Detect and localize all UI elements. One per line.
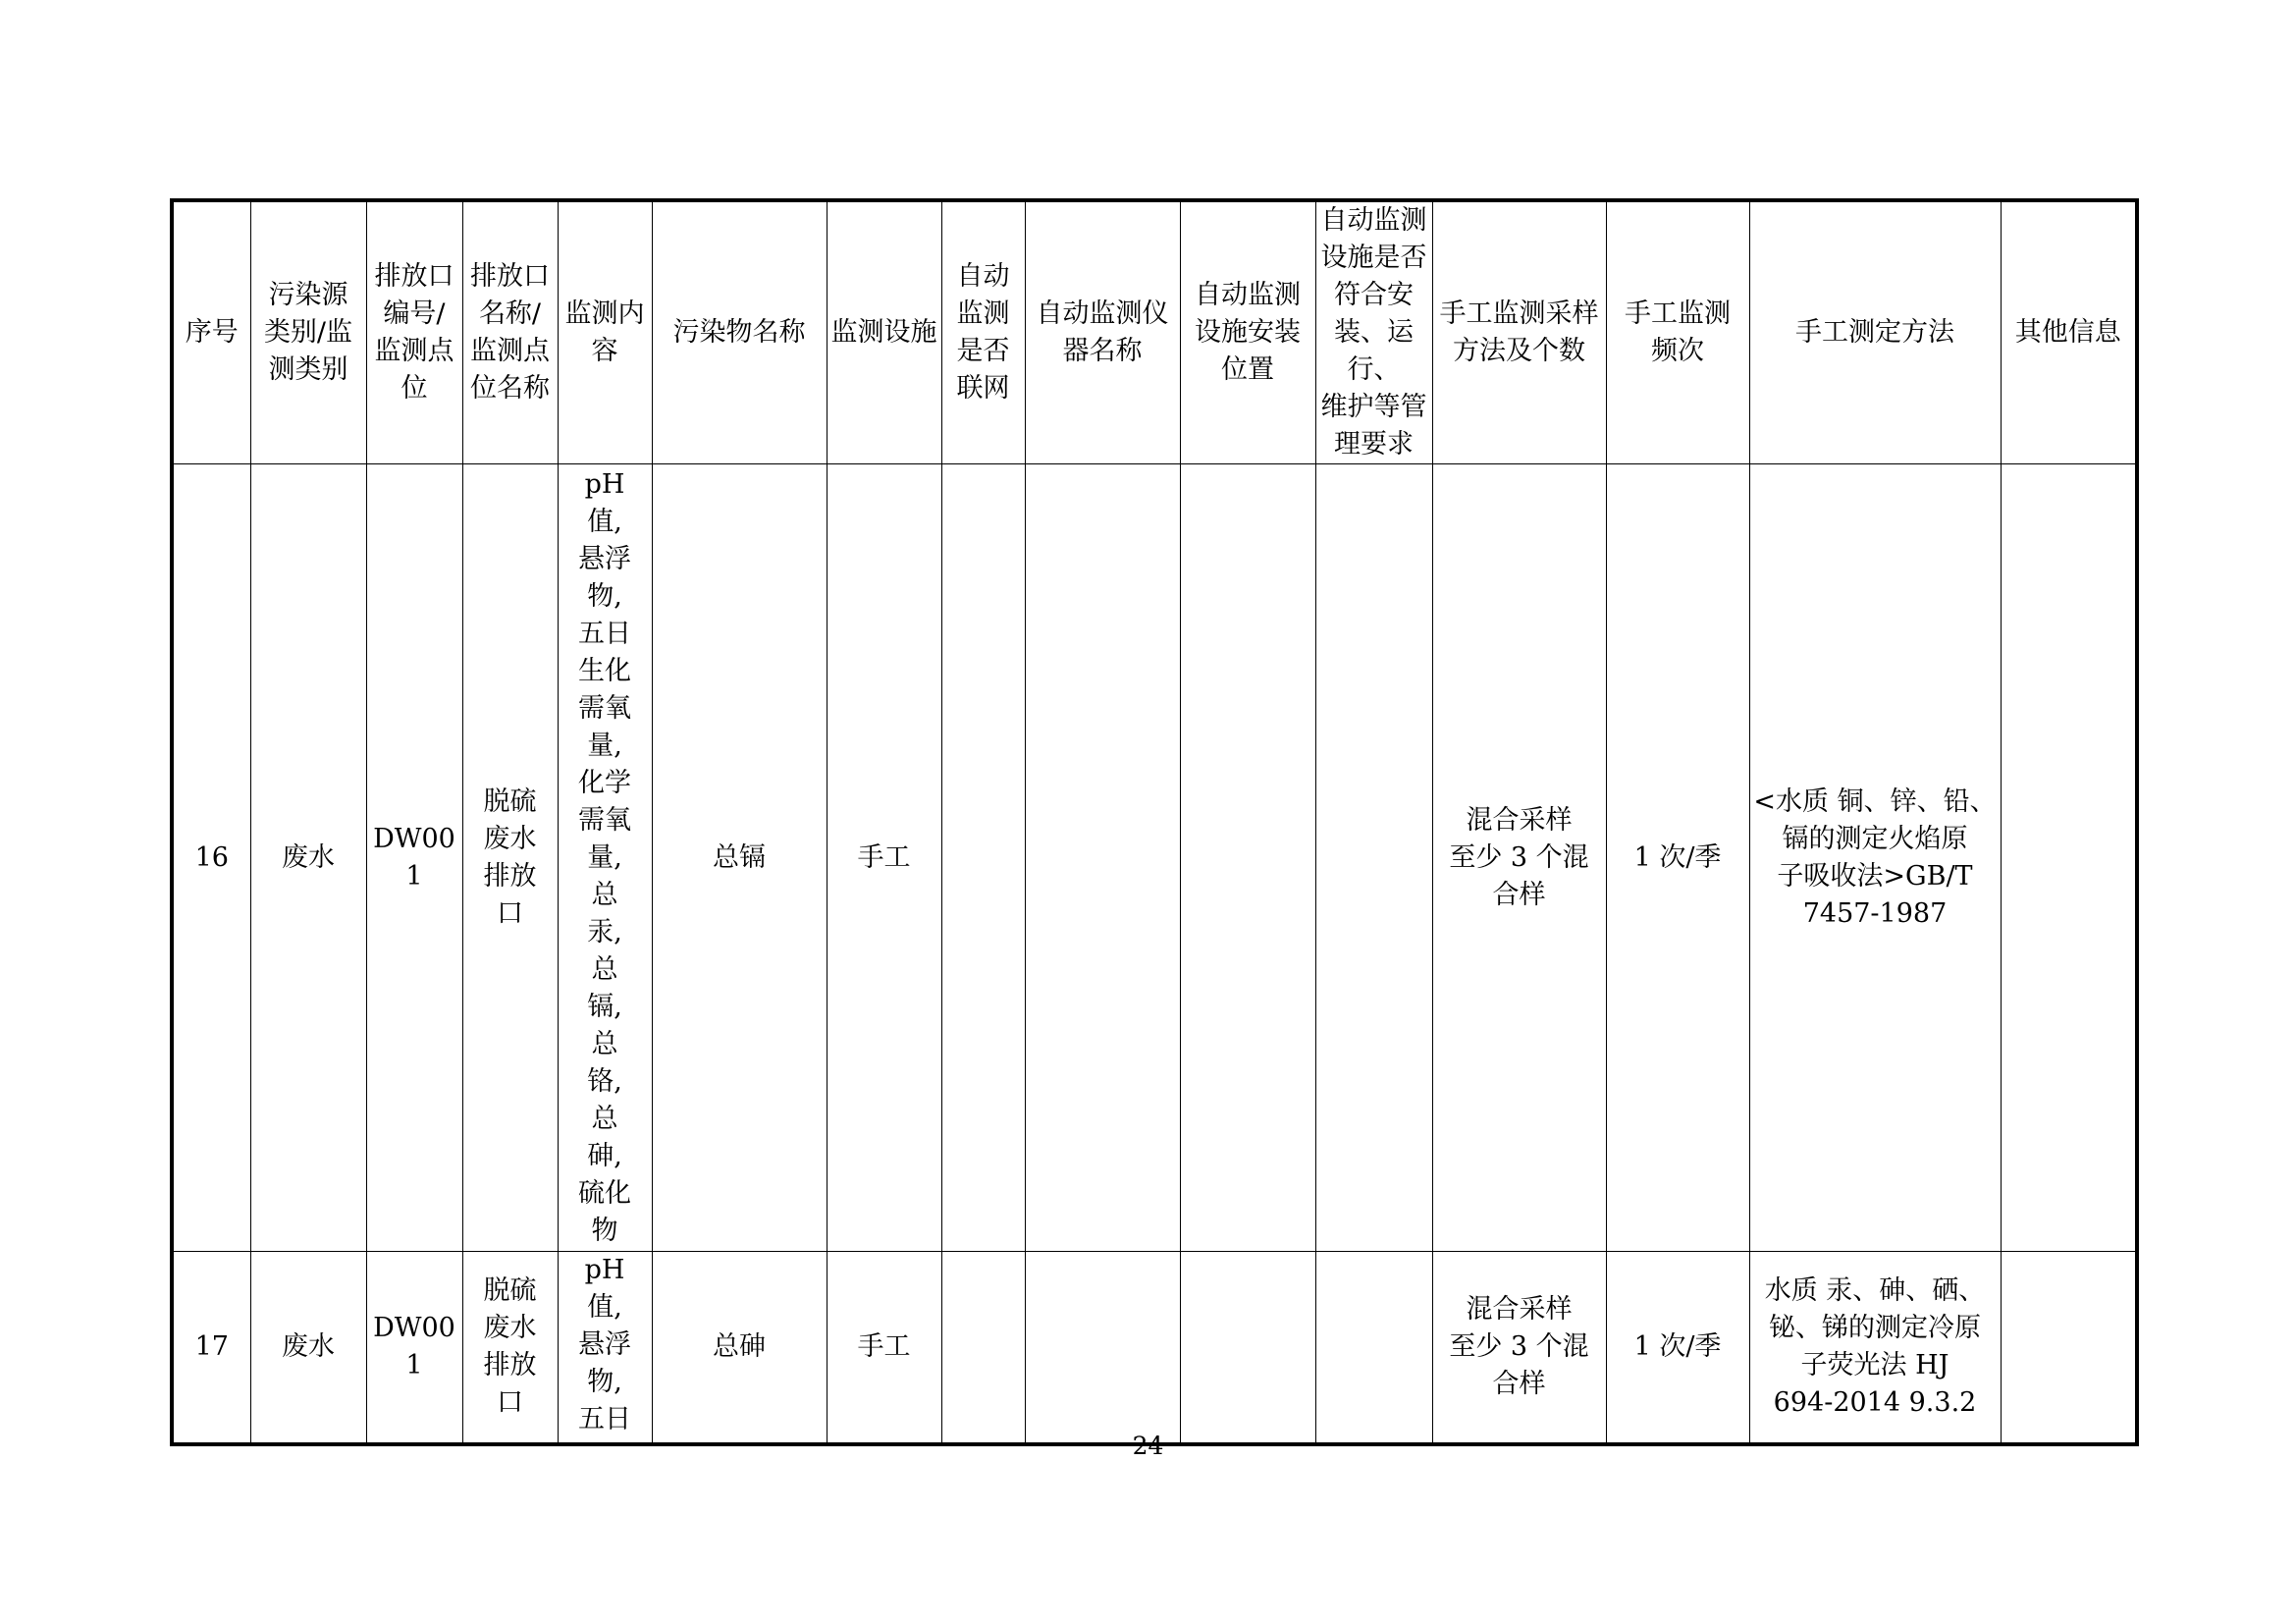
header-monitoring-content: 监测内 容 [558, 200, 652, 464]
header-auto-networked: 自动 监测 是否 联网 [941, 200, 1025, 464]
header-manual-sampling-method: 手工监测采样 方法及个数 [1432, 200, 1606, 464]
cell-monitoring-content [558, 1252, 652, 1444]
cell-outlet-code: DW00 1 [366, 1252, 462, 1444]
header-source-category: 污染源 类别/监 测类别 [250, 200, 366, 464]
cell-manual-method: <水质 铜、锌、铅、 镉的测定火焰原 子吸收法>GB/T 7457-1987 [1749, 464, 2001, 1252]
header-auto-instrument-name: 自动监测仪 器名称 [1025, 200, 1180, 464]
cell-outlet-name: 脱硫 废水 排放 口 [462, 464, 558, 1252]
cell-manual-method: 水质 汞、砷、硒、 铋、锑的测定冷原 子荧光法 HJ 694-2014 9.3.2 [1749, 1252, 2001, 1444]
cell-seq: 16 [172, 464, 250, 1252]
table-row [172, 464, 2137, 1252]
header-manual-method: 手工测定方法 [1749, 200, 2001, 464]
cell-seq: 17 [172, 1252, 250, 1444]
header-auto-compliance: 自动监测 设施是否 符合安 装、运行、 维护等管 理要求 [1315, 200, 1432, 464]
page-number: 24 [1132, 1432, 1164, 1460]
cell-manual-frequency: 1 次/季 [1606, 464, 1749, 1252]
cell-source-category: 废水 [250, 1252, 366, 1444]
cell-pollutant-name: 总镉 [652, 464, 827, 1252]
header-monitoring-facility: 监测设施 [827, 200, 941, 464]
cell-auto-compliance [1315, 1252, 1432, 1444]
cell-pollutant-name: 总砷 [652, 1252, 827, 1444]
cell-auto-compliance [1315, 464, 1432, 1252]
cell-other-info [2001, 1252, 2137, 1444]
header-manual-frequency: 手工监测 频次 [1606, 200, 1749, 464]
cell-monitoring-content: pH 值, 悬浮 物, 五日 生化 需氧 量, 化学 需氧 量, 总 汞, 总 镉, 总 铬, 总 砷, 硫化 物 [558, 464, 652, 1252]
cell-manual-sampling-method: 混合采样 至少 3 个混 合样 [1432, 1252, 1606, 1444]
cell-auto-networked [941, 464, 1025, 1252]
header-auto-install-location: 自动监测 设施安装 位置 [1180, 200, 1315, 464]
cell-auto-networked [941, 1252, 1025, 1444]
cell-auto-install-location [1180, 464, 1315, 1252]
cell-monitoring-content-text: pH 值, 悬浮 物, 五日 [578, 1255, 631, 1435]
table-row [172, 1252, 2137, 1444]
cell-auto-instrument-name [1025, 464, 1180, 1252]
cell-monitoring-facility: 手工 [827, 464, 941, 1252]
header-outlet-name: 排放口 名称/ 监测点 位名称 [462, 200, 558, 464]
cell-auto-instrument-name [1025, 1252, 1180, 1444]
header-row [172, 200, 2137, 464]
header-other-info: 其他信息 [2001, 200, 2137, 464]
cell-outlet-name: 脱硫 废水 排放 口 [462, 1252, 558, 1444]
monitoring-table [170, 198, 2139, 1446]
cell-auto-install-location [1180, 1252, 1315, 1444]
cell-source-category: 废水 [250, 464, 366, 1252]
cell-outlet-code: DW00 1 [366, 464, 462, 1252]
cell-manual-sampling-method: 混合采样 至少 3 个混 合样 [1432, 464, 1606, 1252]
header-seq: 序号 [172, 200, 250, 464]
header-pollutant-name: 污染物名称 [652, 200, 827, 464]
cell-monitoring-facility: 手工 [827, 1252, 941, 1444]
cell-other-info [2001, 464, 2137, 1252]
cell-manual-frequency: 1 次/季 [1606, 1252, 1749, 1444]
header-outlet-code: 排放口 编号/ 监测点 位 [366, 200, 462, 464]
